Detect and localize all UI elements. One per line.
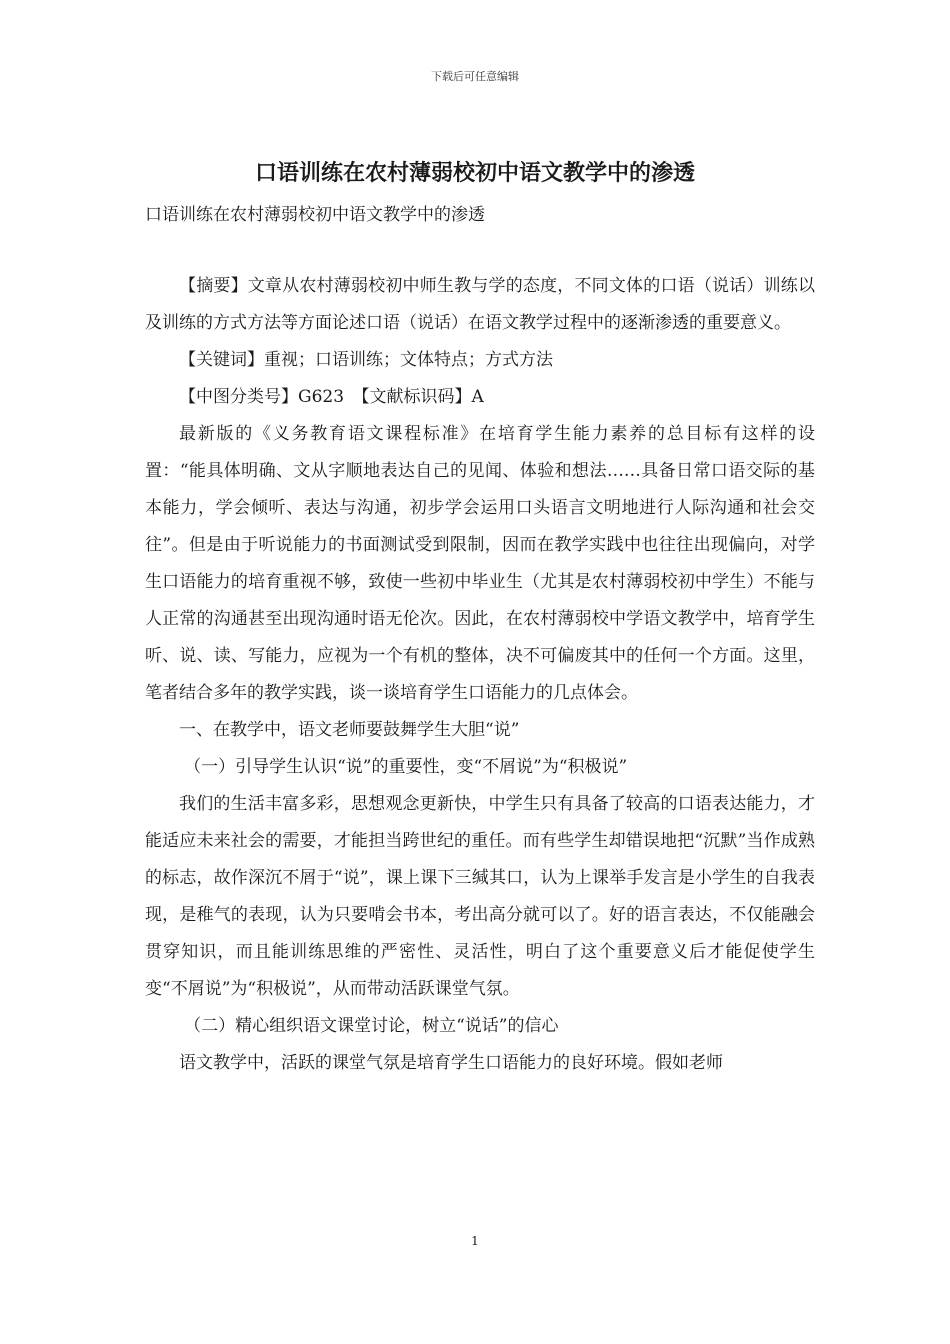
- subsection-heading: （一）引导学生认识“说”的重要性，变“不屑说”为“积极说”: [184, 757, 628, 777]
- document-subtitle: 口语训练在农村薄弱校初中语文教学中的渗透: [145, 205, 485, 225]
- document-body: [145, 268, 815, 1082]
- body-paragraph: 我们的生活丰富多彩，思想观念更新快，中学生只有具备了较高的口语表达能力，才能适应未来社会的需要，才能担当跨世纪的重任。而有些学生却错误地把“沉默”当作成熟的标志，故作深沉不屑于“说”，课上课下三缄其口，认为上课举手发言是小学生的自我表现，是稚气的表现，认为只要啃会书本，考出高分就可以了。好的语言表达，不仅能融会贯穿知识，而且能训练思维的严密性、灵活性，明白了这个重要意义后才能促使学生变“不屑说”为“积极说”，从而带动活跃课堂气氛。: [145, 794, 815, 999]
- page-number: 1: [471, 1234, 479, 1248]
- abstract-paragraph: 【摘要】文章从农村薄弱校初中师生教与学的态度，不同文体的口语（说话）训练以及训练的方式方法等方面论述口语（说话）在语文教学过程中的逐渐渗透的重要意义。: [145, 276, 815, 333]
- keywords-paragraph: 【关键词】重视；口语训练；文体特点；方式方法: [179, 350, 553, 370]
- document-title: 口语训练在农村薄弱校初中语文教学中的渗透: [254, 161, 695, 186]
- body-paragraph: 语文教学中，活跃的课堂气氛是培育学生口语能力的良好环境。假如老师: [179, 1053, 723, 1073]
- subsection-heading: （二）精心组织语文课堂讨论，树立“说话”的信心: [184, 1016, 559, 1036]
- intro-paragraph: 最新版的《义务教育语文课程标准》在培育学生能力素养的总目标有这样的设置：“能具体明确、文从字顺地表达自己的见闻、体验和想法……具备日常口语交际的基本能力，学会倾听、表达与沟通，初步学会运用口头语言文明地进行人际沟通和社会交往”。但是由于听说能力的书面测试受到限制，因而在教学实践中也往往出现偏向，对学生口语能力的培育重视不够，致使一些初中毕业生（尤其是农村薄弱校初中学生）不能与人正常的沟通甚至出现沟通时语无伦次。因此，在农村薄弱校中学语文教学中，培育学生听、说、读、写能力，应视为一个有机的整体，决不可偏废其中的任何一个方面。这里，笔者结合多年的教学实践，谈一谈培育学生口语能力的几点体会。: [145, 424, 815, 703]
- section-heading: 一、在教学中，语文老师要鼓舞学生大胆“说”: [179, 720, 520, 740]
- classification-paragraph: 【中图分类号】G623 【文献标识码】A: [179, 387, 484, 407]
- page-header: 下载后可任意编辑: [431, 70, 519, 83]
